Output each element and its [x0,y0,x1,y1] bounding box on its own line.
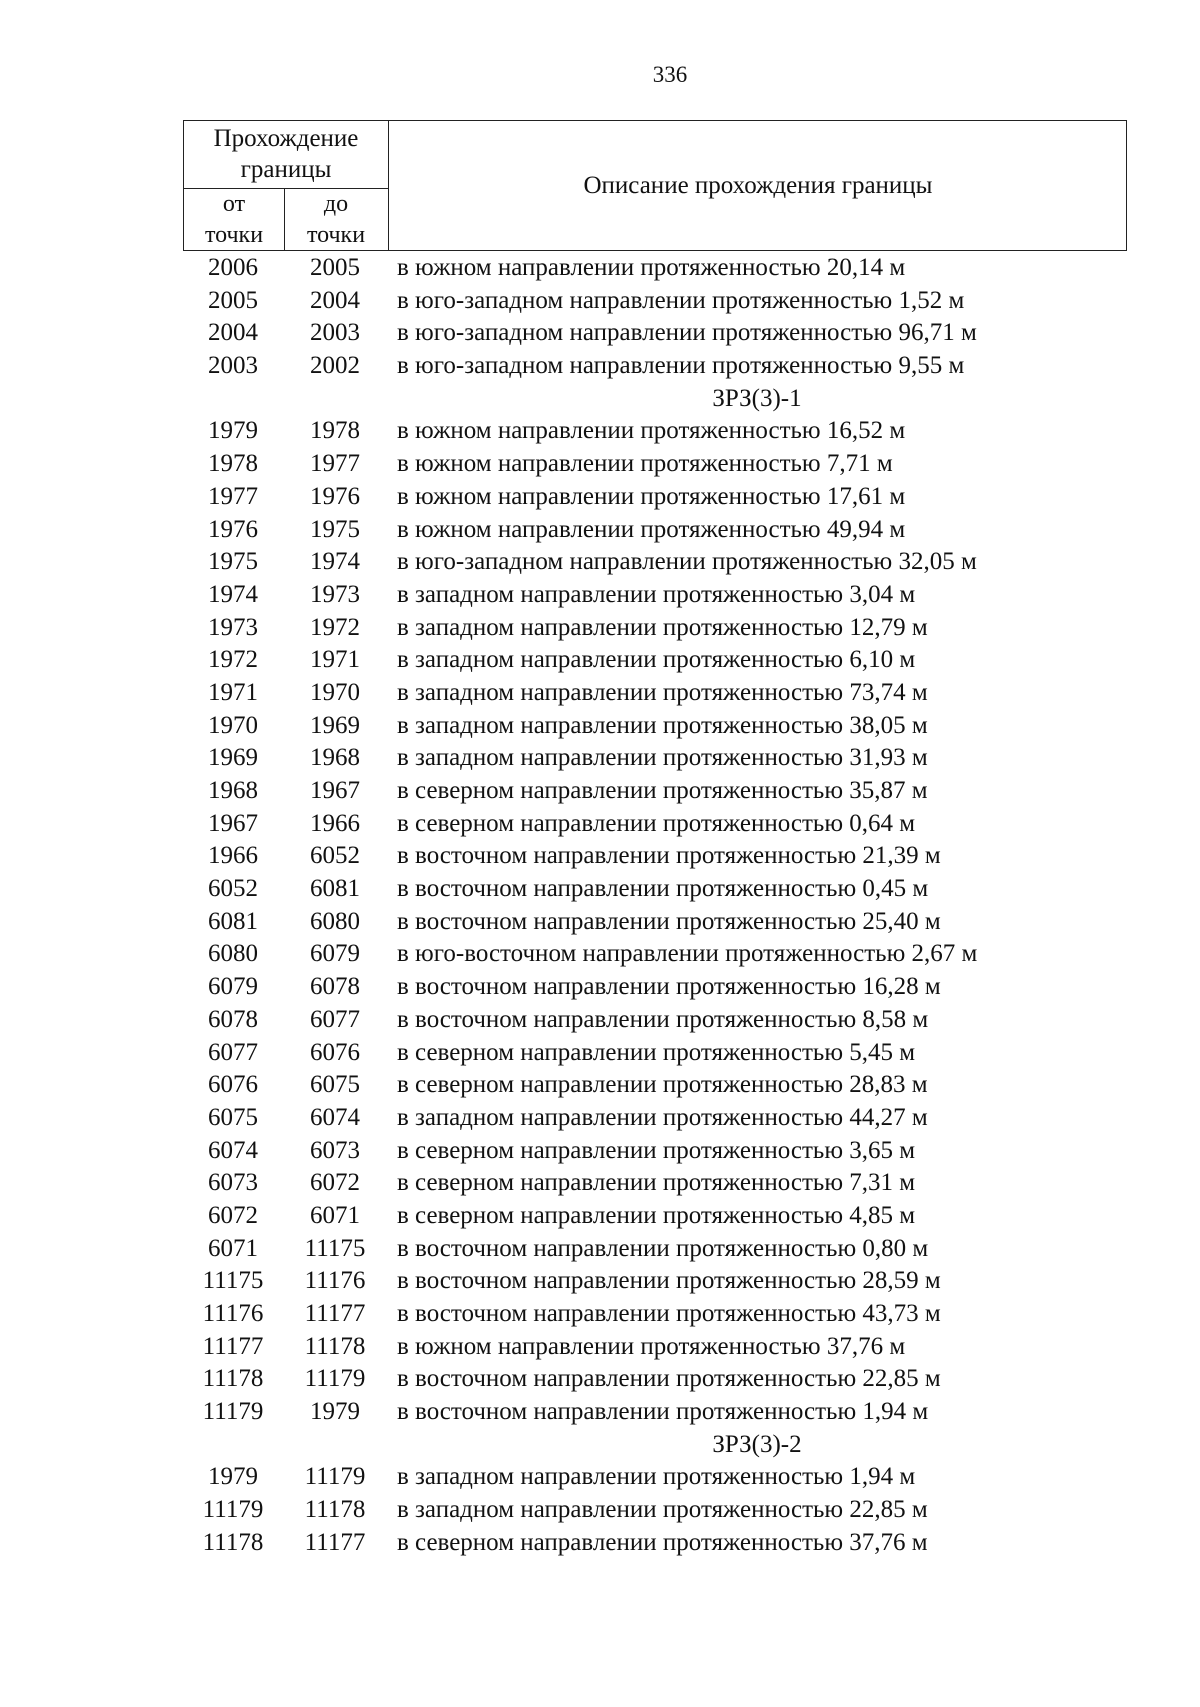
from-point-cell: 1969 [208,744,258,772]
table-row [183,1331,1127,1364]
table-row [183,677,1127,710]
description-cell: в западном направлении протяженностью 3,04 м [397,580,916,608]
to-point-cell: 11177 [304,1300,366,1327]
table-row [183,1265,1127,1298]
from-point-cell: 1974 [208,580,258,608]
to-point-cell: 2005 [310,254,360,281]
description-cell: в восточном направлении протяженностью 8,58 м [397,1005,929,1033]
from-point-cell: 1978 [208,450,258,478]
table-row [183,514,1127,547]
description-cell: в западном направлении протяженностью 38,05 м [397,711,928,739]
description-cell: в юго-западном направлении протяженностью 9,55 м [397,352,965,380]
to-point-cell: 6075 [310,1071,360,1099]
from-point-cell: 6076 [208,1071,258,1099]
to-point-cell: 1967 [310,777,360,804]
table-row [183,415,1127,448]
from-point-cell: 1972 [208,646,258,674]
from-point-cell: 11179 [202,1398,264,1426]
to-point-cell: 1978 [310,417,360,445]
section-title: ЗРЗ(3)-2 [712,1430,802,1458]
table-row [183,350,1127,383]
description-cell: в юго-западном направлении протяженностью 1,52 м [397,286,965,314]
to-point-cell: 2004 [310,286,360,314]
description-cell: в восточном направлении протяженностью 16,28 м [397,973,941,1001]
description-cell: в западном направлении протяженностью 31,93 м [397,744,928,772]
from-point-cell: 11178 [202,1528,264,1556]
from-point-cell: 2005 [208,286,258,314]
table-row [183,873,1127,906]
description-cell: в южном направлении протяженностью 20,14 м [397,254,906,281]
table-row [183,1527,1127,1560]
table-row [183,1167,1127,1200]
section-title: ЗРЗ(3)-1 [712,384,802,412]
header-from-line2: точки [204,222,264,248]
to-point-cell: 11176 [304,1267,366,1295]
to-point-cell: 1970 [310,678,360,706]
to-point-cell: 6071 [310,1201,360,1229]
to-point-cell: 2002 [310,352,360,380]
description-cell: в северном направлении протяженностью 7,31 м [397,1169,916,1197]
table-row [183,1135,1127,1168]
to-point-cell: 6081 [310,875,360,903]
header-to-line2: точки [306,222,366,248]
from-point-cell: 6081 [208,907,258,935]
to-point-cell: 1971 [310,646,360,674]
to-point-cell: 11179 [304,1365,366,1393]
header-from-line1: от [222,191,246,217]
table-row [183,742,1127,775]
table-row [183,579,1127,612]
from-point-cell: 1968 [208,777,258,804]
from-point-cell: 1971 [208,678,258,706]
to-point-cell: 11178 [304,1496,366,1524]
to-point-cell: 1966 [310,809,360,837]
from-point-cell: 11177 [202,1332,264,1360]
to-point-cell: 1977 [310,450,360,478]
description-cell: в западном направлении протяженностью 44,27 м [397,1103,928,1131]
table-row [183,906,1127,939]
to-point-cell: 1972 [310,613,360,641]
from-point-cell: 6074 [208,1136,258,1164]
to-point-cell: 6072 [310,1169,360,1197]
description-cell: в восточном направлении протяженностью 1,94 м [397,1398,929,1426]
from-point-cell: 1976 [208,515,258,543]
header-group-line1: Прохождение [213,125,359,152]
to-point-cell: 6079 [310,940,360,968]
description-cell: в восточном направлении протяженностью 21,39 м [397,842,941,870]
description-cell: в восточном направлении протяженностью 22,85 м [397,1365,941,1393]
table-row [183,612,1127,645]
description-cell: в восточном направлении протяженностью 25,40 м [397,907,941,935]
page-number: 336 [652,62,688,87]
table-row [183,710,1127,743]
to-point-cell: 1968 [310,744,360,772]
description-cell: в восточном направлении протяженностью 28,59 м [397,1267,941,1295]
table-row [183,1233,1127,1266]
description-cell: в северном направлении протяженностью 28,83 м [397,1071,928,1099]
description-cell: в западном направлении протяженностью 73,74 м [397,678,928,706]
description-cell: в западном направлении протяженностью 12,79 м [397,613,928,641]
description-cell: в западном направлении протяженностью 1,94 м [397,1463,916,1491]
description-cell: в южном направлении протяженностью 37,76 м [397,1332,906,1360]
description-cell: в восточном направлении протяженностью 0,45 м [397,875,929,903]
table-row [183,481,1127,514]
description-cell: в северном направлении протяженностью 5,45 м [397,1038,916,1066]
table-row [183,938,1127,971]
to-point-cell: 6080 [310,907,360,935]
from-point-cell: 1979 [208,417,258,445]
from-point-cell: 2004 [208,319,258,347]
to-point-cell: 11178 [304,1332,366,1360]
description-cell: в восточном направлении протяженностью 0,80 м [397,1234,929,1262]
table-row [183,1069,1127,1102]
description-cell: в юго-восточном направлении протяженностью 2,67 м [397,940,978,968]
header-group-line2: границы [240,156,332,183]
to-point-cell: 6052 [310,842,360,870]
from-point-cell: 6072 [208,1201,258,1229]
from-point-cell: 1975 [208,548,258,576]
from-point-cell: 11176 [202,1300,264,1327]
to-point-cell: 11179 [304,1463,366,1491]
table-header [183,120,1127,251]
description-cell: в южном направлении протяженностью 49,94 м [397,515,906,543]
from-point-cell: 1967 [208,809,258,837]
to-point-cell: 6073 [310,1136,360,1164]
description-cell: в западном направлении протяженностью 6,10 м [397,646,916,674]
from-point-cell: 6075 [208,1103,258,1131]
table-row [183,546,1127,579]
table-row [183,775,1127,808]
table-row [183,1004,1127,1037]
to-point-cell: 1969 [310,711,360,739]
table-row [183,1363,1127,1396]
table-row [183,317,1127,350]
from-point-cell: 2003 [208,352,258,380]
from-point-cell: 6079 [208,973,258,1001]
table-row [183,1102,1127,1135]
description-cell: в юго-западном направлении протяженностью 96,71 м [397,319,977,347]
table-row [183,644,1127,677]
from-point-cell: 11179 [202,1496,264,1524]
header-description: Описание прохождения границы [583,172,933,199]
table-body [183,252,1127,1560]
to-point-cell: 1975 [310,515,360,543]
description-cell: в северном направлении протяженностью 3,65 м [397,1136,916,1164]
table-row [183,1037,1127,1070]
table-row [183,1298,1127,1331]
description-cell: в северном направлении протяженностью 35,87 м [397,777,928,804]
table-row [183,1200,1127,1233]
table-row [183,1494,1127,1527]
header-to-line1: до [323,191,349,217]
from-point-cell: 6077 [208,1038,258,1066]
table-row [183,1396,1127,1429]
table-row [183,808,1127,841]
table-row [183,1461,1127,1494]
description-cell: в южном направлении протяженностью 16,52 м [397,417,906,445]
from-point-cell: 11178 [202,1365,264,1393]
header-from-point [184,189,284,251]
from-point-cell: 6071 [208,1234,258,1262]
from-point-cell: 1973 [208,613,258,641]
to-point-cell: 1976 [310,482,360,510]
to-point-cell: 6078 [310,973,360,1001]
header-boundary-passage [184,121,388,187]
to-point-cell: 1973 [310,580,360,608]
from-point-cell: 1966 [208,842,258,870]
description-cell: в северном направлении протяженностью 37,76 м [397,1528,928,1556]
table-row [183,252,1127,285]
to-point-cell: 1979 [310,1398,360,1426]
from-point-cell: 1979 [208,1463,258,1491]
header-to-point [284,189,388,251]
from-point-cell: 1977 [208,482,258,510]
to-point-cell: 6074 [310,1103,360,1131]
from-point-cell: 6052 [208,875,258,903]
to-point-cell: 1974 [310,548,360,576]
from-point-cell: 1970 [208,711,258,739]
from-point-cell: 6073 [208,1169,258,1197]
description-cell: в северном направлении протяженностью 4,85 м [397,1201,916,1229]
description-cell: в южном направлении протяженностью 17,61 м [397,482,906,510]
description-cell: в юго-западном направлении протяженностью 32,05 м [397,548,977,576]
from-point-cell: 2006 [208,254,258,281]
to-point-cell: 2003 [310,319,360,347]
table-row [183,971,1127,1004]
description-cell: в западном направлении протяженностью 22,85 м [397,1496,928,1524]
description-cell: в восточном направлении протяженностью 43,73 м [397,1300,941,1327]
to-point-cell: 11177 [304,1528,366,1556]
table-row [183,448,1127,481]
to-point-cell: 6076 [310,1038,360,1066]
table-row [183,840,1127,873]
from-point-cell: 11175 [202,1267,264,1295]
description-cell: в северном направлении протяженностью 0,64 м [397,809,916,837]
description-cell: в южном направлении протяженностью 7,71 м [397,450,893,478]
to-point-cell: 6077 [310,1005,360,1033]
from-point-cell: 6078 [208,1005,258,1033]
to-point-cell: 11175 [304,1234,366,1262]
table-row [183,285,1127,318]
from-point-cell: 6080 [208,940,258,968]
